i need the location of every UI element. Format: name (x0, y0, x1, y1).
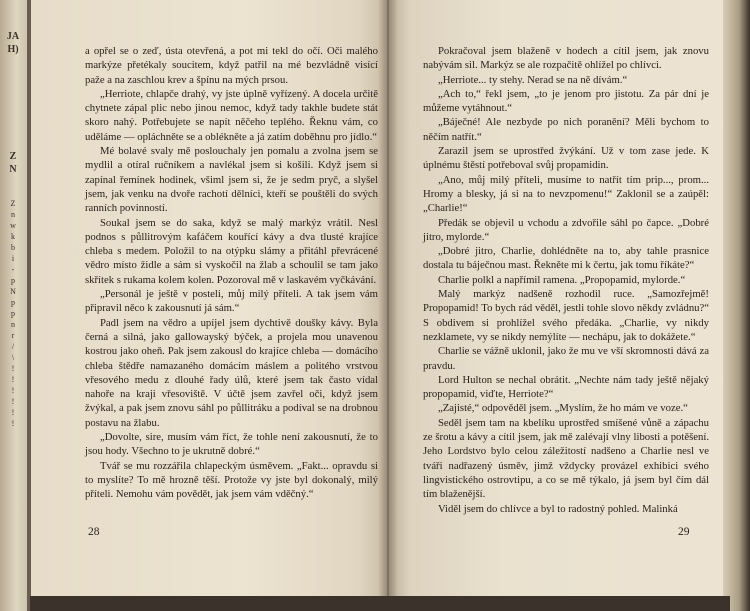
margin-fragment-mid: Z N (9, 151, 17, 175)
left-page-text (85, 44, 378, 502)
paragraph: Lord Hulton se nechal obrátit. „Nechte nám tady ještě nějaký propopamid, viďte, Herriote?“ (423, 373, 709, 401)
paragraph: Zarazil jsem se uprostřed žvýkání. Už v tom zase jede. K úplnému štěstí potřeboval svůj propamidin. (423, 145, 709, 172)
page-number-right: 29 (678, 526, 690, 538)
paragraph: Předák se objevil u vchodu a zdvořile sáhl po čapce. „Dobré jitro, mylorde.“ (423, 216, 709, 243)
paragraph: „Zajisté,“ odpověděl jsem. „Myslím, že ho mám ve voze.“ (437, 402, 688, 415)
right-page (387, 0, 723, 611)
paragraph: „Herriote... ty stehy. Nerad se na ně dívám.“ (437, 73, 628, 86)
paragraph: Tvář se mu rozzářila chlapeckým úsměvem. „Fakt... opravdu si to myslíte? To mě hrozně těší. Protože vy jste byl dokonalý, milý příteli. Nemohu vám povědět, jak jsem vám vděčný.“ (85, 459, 378, 501)
paragraph: Malý markýz nadšeně rozhodil ruce. „Samozřejmě! Propopamid! To bych rád věděl, jestli tohle slovo někdy zvládnu?“ S obdivem si prohlížel svého předáka. „Charlie, vy nikdy nezklamete, vy se nikdy nemýlíte — nechápu, jak to dokážete.“ (423, 288, 709, 343)
paragraph: „Dovolte, sire, musím vám říct, že tohle není zakousnutí, že to jsou hody. Všechno to je ukrutně dobré.“ (85, 431, 378, 458)
page-stack-edge (723, 0, 750, 611)
book-gutter-shadow (378, 0, 398, 611)
margin-fragment-top: JA H) (6, 31, 20, 55)
paragraph: Seděl jsem tam na kbelíku uprostřed smíšené vůně a zápachu ze šrotu a kávy a cítil jsem, jak mě zalévají vlny libosti a potěšení. Jeho Lordstvo bylo celou záležitostí nadšeno a Charlie nesl ve tváři nadřazený úsměv, jimž vždycky provázel exhibici svého lingvistického ostrovtipu, a co se mě týkalo, já jsem byl čím dál tím blaženější. (423, 416, 709, 501)
paragraph: Soukal jsem se do saka, když se malý markýz vrátil. Nesl podnos s půllitrovým kafáčem kouřící kávy a dva tlusté krajíce chleba s medem. Položil to na otýpku slámy a přitáhl převrácené vědro místo židle a sám si vyskočil na žlab a schoulil se tam jako skřítek s rukama kolem kolen. Pozoroval mě v laskavém vyčkávání. (85, 216, 378, 286)
paragraph: „Ano, můj milý příteli, musíme to natřít tím prip..., prom... Hromy a blesky, já si na to nevzpomenu!“ Zaklonil se a zaúpěl: „Charlie!“ (423, 173, 709, 215)
page-number-left: 28 (88, 526, 100, 538)
paragraph: „Báječné! Ale nezbyde po nich poranění? Měli bychom to něčím natřít.“ (423, 116, 709, 143)
paragraph: „Dobré jitro, Charlie, dohlédněte na to, aby tahle prasnice dostala tu báječnou mast. Řekněte mi k čertu, jak tomu říkáte?“ (423, 245, 709, 272)
paragraph: Pokračoval jsem blaženě v hodech a cítil jsem, jak znovu nabývám sil. Markýz se ale rozpačitě ohlížel po chlívci. (423, 45, 709, 72)
right-page-text (423, 44, 709, 516)
paragraph: „Personál je ještě v posteli, můj milý příteli. A tak jsem vám připravil něco k zakousnutí já sám.“ (85, 288, 378, 315)
paragraph: Viděl jsem do chlívce a byl to radostný pohled. Malinká (437, 502, 678, 515)
paragraph: Mé bolavé svaly mě poslouchaly jen pomalu a zvolna jsem se mydlil a otíral ručníkem a navlékal jsem si košili. Když jsem si zapínal řemínek hodinek, všiml jsem si, že je sedm pryč, a slyšel jsem, jak venku na dvoře rachotí dělníci, kteří se pouštěli do svých ranních povinností. (85, 145, 378, 215)
previous-page-edge (0, 0, 30, 611)
paragraph: Charlie polkl a napřímil ramena. „Propopamid, mylorde.“ (437, 273, 686, 286)
margin-fragment-side: Z n w k b i - p N p p n r / \ ! ! ! ! ! ! (10, 199, 16, 428)
paragraph: „Herriote, chlapče drahý, vy jste úplně vyřízený. A docela určitě chytnete zápal plic nebo jinou nemoc, když tady takhle budete stát skoro nahý. Potřebujete se napít něčeho teplého. Řeknu vám, co uděláme — opláchněte se a oblékněte a já zatím doběhnu pro jídlo.“ (85, 87, 378, 143)
paragraph: Padl jsem na vědro a upíjel jsem dychtivě doušky kávy. Byla černá a silná, jako gallowayský býček, a projela mou unavenou kostrou jako oheň. Pak jsem zakousl do krajíce chleba — domácího chleba štědře namazaného domácím máslem a politého vrstvou vřesového medu z dlouhé řady úlů, které jsem tak často vídal nahoře na kraji vřesoviště. V účtě jsem zavřel oči, když jsem žvýkal, a pak jsem znovu sáhl po půllitráku a podíval se na drobnou postavu na žlabu. (85, 316, 378, 429)
paragraph: a opřel se o zeď, ústa otevřená, a pot mi tekl do očí. Oči malého markýze přetékaly soucitem, když patřil na mé bezvládně visící paže a na zaschlou krev a špínu na mých prsou. (85, 45, 378, 86)
left-page (31, 0, 387, 611)
table-surface (30, 596, 730, 611)
paragraph: Charlie se vážně uklonil, jako že mu ve vší skromnosti dává za pravdu. (423, 345, 709, 372)
paragraph: „Ach to,“ řekl jsem, „to je jenom pro jistotu. Za pár dní je můžeme vytáhnout.“ (423, 87, 709, 115)
